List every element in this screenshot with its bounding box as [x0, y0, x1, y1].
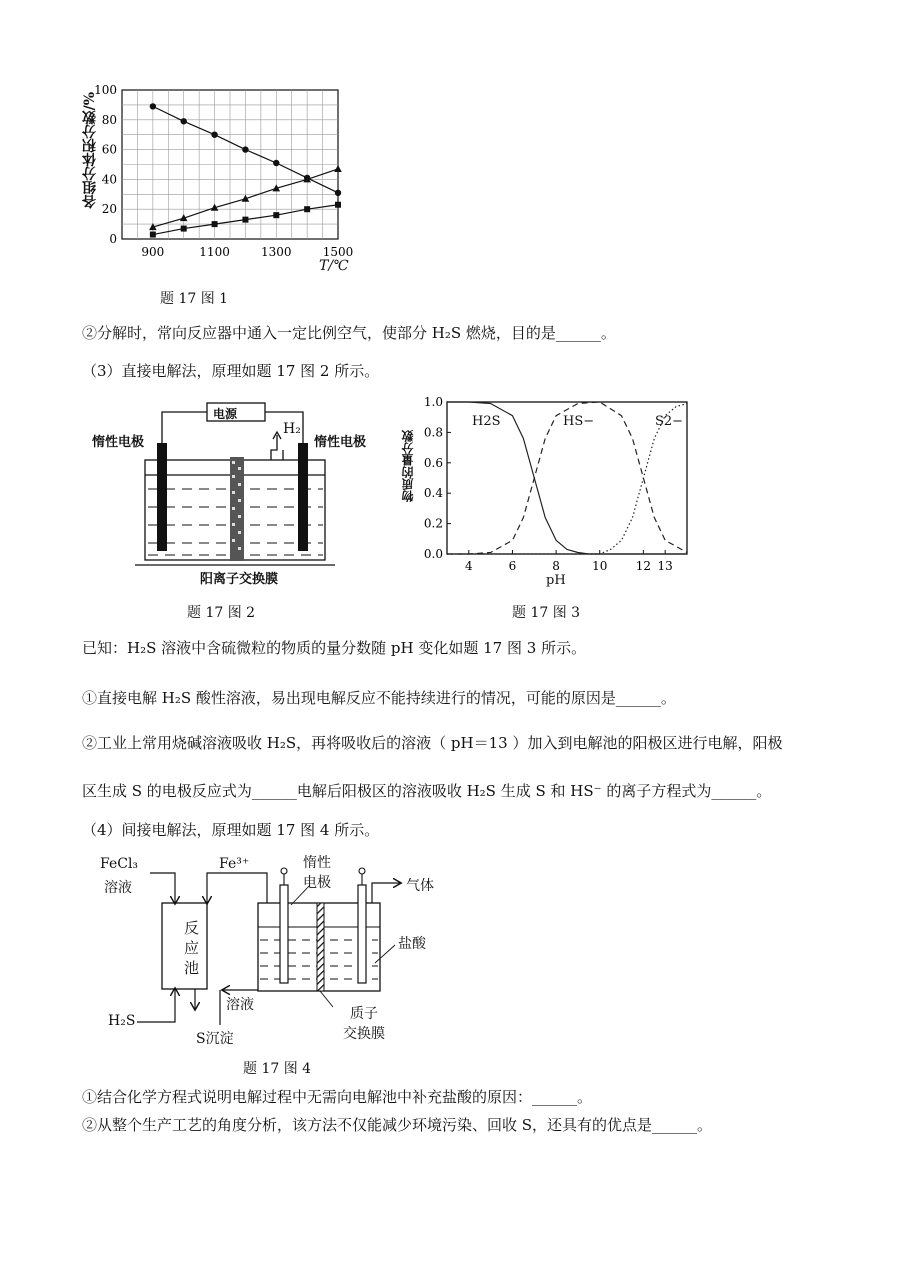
fig1-point-square	[304, 206, 310, 212]
fig3-xtick-label: 12	[635, 559, 652, 573]
q4-heading: （4）间接电解法，原理如题 17 图 4 所示。	[82, 821, 380, 839]
fig2-right-electrode-label: 惰性电极	[314, 435, 367, 450]
fig1-ylabel: 各组分体积分数/%	[82, 92, 98, 209]
fig3-xtick-label: 13	[657, 559, 673, 573]
fig1-xtick-label: 900	[141, 245, 165, 259]
q3-2-text-line2: 区生成 S 的电极反应式为______电解后阳极区的溶液吸收 H₂S 生成 S 和 HS⁻ 的离子方程式为______。	[82, 782, 772, 800]
fig3-ytick-label: 0.6	[423, 455, 443, 470]
fig3-xlabel: pH	[546, 573, 566, 588]
fig4-electrode-label-2: 电极	[303, 875, 331, 891]
fig1-ytick-label: 40	[101, 172, 117, 187]
fig1-xtick-label: 1300	[261, 245, 292, 259]
fig4-reactor-char-3: 池	[184, 959, 200, 977]
fig2-power-label: 电源	[213, 407, 238, 421]
fig3-ytick-label: 0.2	[423, 516, 443, 531]
fig1-ytick-label: 20	[101, 202, 117, 217]
fig1-xlabel: T/℃	[319, 258, 349, 274]
q4-1-text: ①结合化学方程式说明电解过程中无需向电解池中补充盐酸的原因：______。	[82, 1088, 593, 1106]
fig3-xtick-label: 10	[592, 559, 608, 573]
fig3-xtick-label: 8	[552, 559, 560, 573]
fig1-point-square	[335, 202, 341, 208]
fig3-legend-hs: HS−	[563, 414, 595, 429]
fig1-point-square	[212, 221, 218, 227]
fig1-point-circle	[242, 146, 248, 152]
fig3-ytick-label: 0.0	[423, 547, 443, 561]
fig1-point-square	[181, 226, 187, 232]
fig1-ytick-label: 60	[101, 142, 117, 157]
fig2-electrolysis-cell	[90, 395, 360, 595]
fig4-fecl3-label: FeCl₃	[100, 856, 139, 872]
fig1-ytick-label: 0	[109, 232, 117, 246]
fig1-point-circle	[335, 190, 341, 196]
fig3-xtick-label: 6	[508, 559, 517, 573]
fig4-gas-label: 气体	[406, 878, 434, 894]
fig1-point-circle	[211, 132, 217, 138]
fig2-h2-label: H₂	[283, 421, 301, 437]
fig1-point-circle	[150, 103, 156, 109]
fig1-xtick-label: 1500	[322, 245, 354, 259]
fig2-left-electrode-label: 惰性电极	[92, 435, 145, 450]
q2-2-text: ②分解时，常向反应器中通入一定比例空气，使部分 H₂S 燃烧，目的是______。	[82, 324, 616, 342]
fig3-legend-h2s: H2S	[472, 414, 501, 429]
fig3-xtick-label: 4	[464, 559, 473, 573]
fig3-chart	[395, 392, 695, 592]
fig1-point-square	[273, 212, 279, 218]
fig4-hcl-label: 盐酸	[398, 936, 426, 952]
known-text: 已知：H₂S 溶液中含硫微粒的物质的量分数随 pH 变化如题 17 图 3 所示。	[82, 639, 587, 657]
fig4-membrane-label: 质子	[350, 1006, 378, 1022]
fig4-solution-label: 溶液	[226, 997, 254, 1013]
fig1-caption: 题 17 图 1	[160, 291, 229, 307]
fig3-caption: 题 17 图 3	[512, 605, 581, 621]
fig1-point-square	[150, 232, 156, 238]
fig3-ytick-label: 1.0	[423, 395, 443, 409]
fig1-chart	[80, 82, 370, 282]
fig4-fecl3-solution-label: 溶液	[104, 880, 132, 896]
fig4-caption: 题 17 图 4	[243, 1061, 312, 1077]
q3-2-text-line1: ②工业上常用烧碱溶液吸收 H₂S，再将吸收后的溶液（ pH＝13 ）加入到电解池的阳极区进行电解，阳极	[82, 734, 783, 752]
q3-heading: （3）直接电解法，原理如题 17 图 2 所示。	[82, 362, 380, 380]
fig4-fe3-label: Fe³⁺	[219, 856, 250, 872]
fig1-point-circle	[181, 118, 187, 124]
q3-1-text: ①直接电解 H₂S 酸性溶液，易出现电解反应不能持续进行的情况，可能的原因是______。	[82, 689, 676, 707]
fig3-ytick-label: 0.8	[423, 425, 443, 440]
q4-2-text: ②从整个生产工艺的角度分析，该方法不仅能减少环境污染、回收 S，还具有的优点是______。	[82, 1116, 713, 1134]
fig4-h2s-label: H₂S	[108, 1013, 136, 1029]
fig3-ytick-label: 0.4	[423, 486, 443, 501]
fig1-xtick-label: 1100	[199, 245, 230, 259]
fig3-legend-s2: S2−	[655, 414, 684, 429]
fig4-sulfur-label: S沉淀	[196, 1031, 234, 1047]
fig1-point-square	[242, 217, 248, 223]
fig4-reactor-char-2: 应	[184, 939, 200, 957]
fig2-caption: 题 17 图 2	[187, 605, 256, 621]
fig4-electrode-label: 惰性	[303, 855, 331, 871]
fig4-reactor-char-1: 反	[184, 919, 200, 937]
fig3-ylabel: 物质的量分数	[401, 430, 415, 502]
fig2-membrane-label: 阳离子交换膜	[200, 572, 279, 587]
fig1-ytick-label: 80	[101, 112, 117, 127]
fig1-point-circle	[273, 160, 279, 166]
fig1-ytick-label: 100	[94, 83, 117, 97]
fig4-membrane-label-2: 交换膜	[343, 1026, 385, 1042]
